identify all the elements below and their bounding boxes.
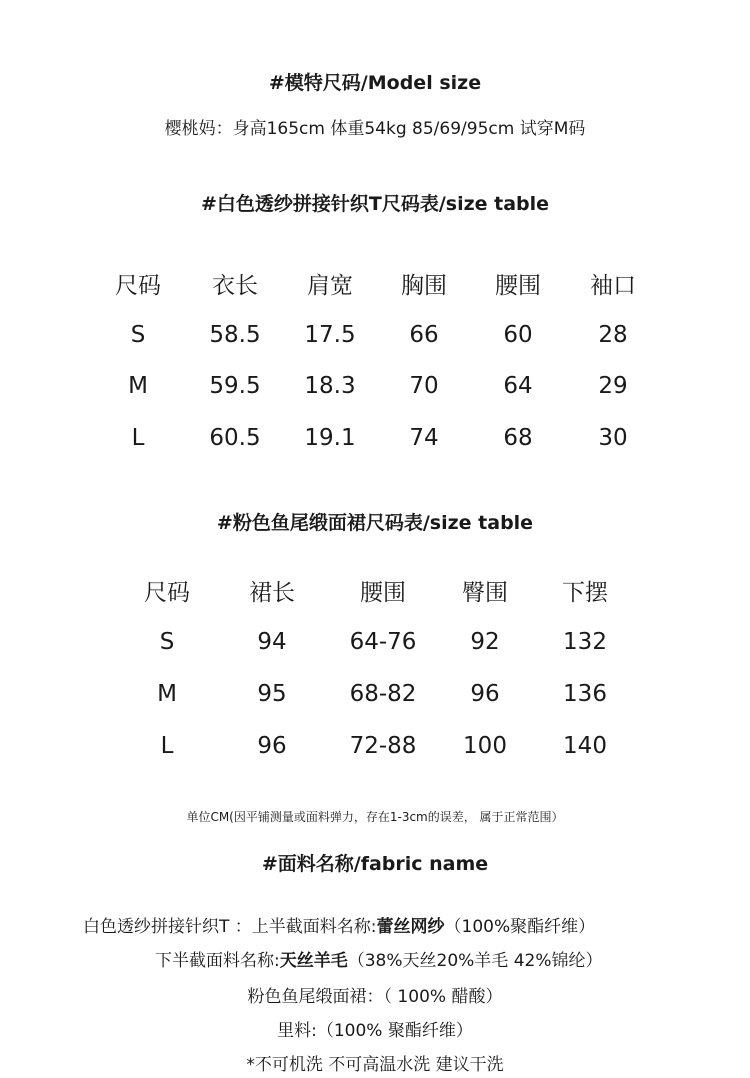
fabric-line-4: 里料:（100% 聚酯纤维） [277,1021,473,1041]
table-cell: 136 [563,681,607,707]
size-label-cell: S [159,629,175,655]
table-cell: 66 [409,322,439,348]
table-cell: 100 [463,733,507,759]
table1-heading: #白色透纱拼接针织T尺码表/size table [200,193,550,215]
size-label-cell: L [131,425,145,451]
column-header: 尺码 [115,273,161,299]
fabric-line-1-prefix: 白色透纱拼接针织T ：上半截面料名称: [83,917,377,937]
table-cell: 19.1 [304,425,356,451]
table-cell: 70 [409,373,439,399]
size-label-cell: S [130,322,146,348]
column-header: 衣长 [212,273,258,299]
care-instructions: *不可机洗 不可高温水洗 建议干洗 [246,1055,504,1075]
table-cell: 60.5 [209,425,261,451]
table2-heading: #粉色鱼尾缎面裙尺码表/size table [216,512,534,534]
fabric-line-1-material: 蕾丝网纱 [376,917,445,937]
table-cell: 68-82 [349,681,417,707]
table-cell: 74 [409,425,439,451]
fabric-line-3: 粉色鱼尾缎面裙：（ 100% 醋酸） [247,987,503,1007]
column-header: 肩宽 [307,273,353,299]
table-cell: 94 [257,629,287,655]
fabric-line-2 [155,946,603,971]
column-header: 臀围 [462,580,508,606]
table-cell: 96 [470,681,500,707]
model-info: 樱桃妈：身高165cm 体重54kg 85/69/95cm 试穿M码 [164,119,586,139]
table-cell: 28 [598,322,628,348]
table-cell: 64 [503,373,533,399]
model-size-heading: #模特尺码/Model size [268,72,482,94]
table-cell: 60 [503,322,533,348]
column-header: 腰围 [360,580,406,606]
fabric-line-1 [83,912,595,937]
table-cell: 30 [598,425,628,451]
size-label-cell: M [157,681,177,707]
table-cell: 95 [257,681,287,707]
fabric-heading: #面料名称/fabric name [261,853,489,875]
unit-note: 单位CM(因平铺测量或面料弹力，存在1-3cm的误差， 属于正常范围） [186,810,564,824]
table-cell: 64-76 [349,629,417,655]
fabric-line-2-material: 天丝羊毛 [279,951,348,971]
column-header: 下摆 [562,580,608,606]
table-cell: 140 [563,733,607,759]
size-label-cell: M [128,373,148,399]
fabric-line-2-prefix: 下半截面料名称: [155,951,280,971]
table-cell: 132 [563,629,607,655]
column-header: 袖口 [590,273,636,299]
column-header: 尺码 [144,580,190,606]
column-header: 腰围 [495,273,541,299]
table-cell: 59.5 [209,373,261,399]
fabric-line-1-suffix: （100%聚酯纤维） [444,917,596,937]
fabric-line-2-suffix: （38%天丝20%羊毛 42%锦纶） [347,951,603,971]
table-cell: 58.5 [209,322,261,348]
table-cell: 72-88 [349,733,417,759]
table-cell: 18.3 [304,373,356,399]
table-cell: 68 [503,425,533,451]
table-cell: 17.5 [304,322,356,348]
table-cell: 92 [470,629,500,655]
column-header: 胸围 [401,273,447,299]
table-cell: 29 [598,373,628,399]
table-cell: 96 [257,733,287,759]
column-header: 裙长 [249,580,295,606]
size-label-cell: L [160,733,174,759]
